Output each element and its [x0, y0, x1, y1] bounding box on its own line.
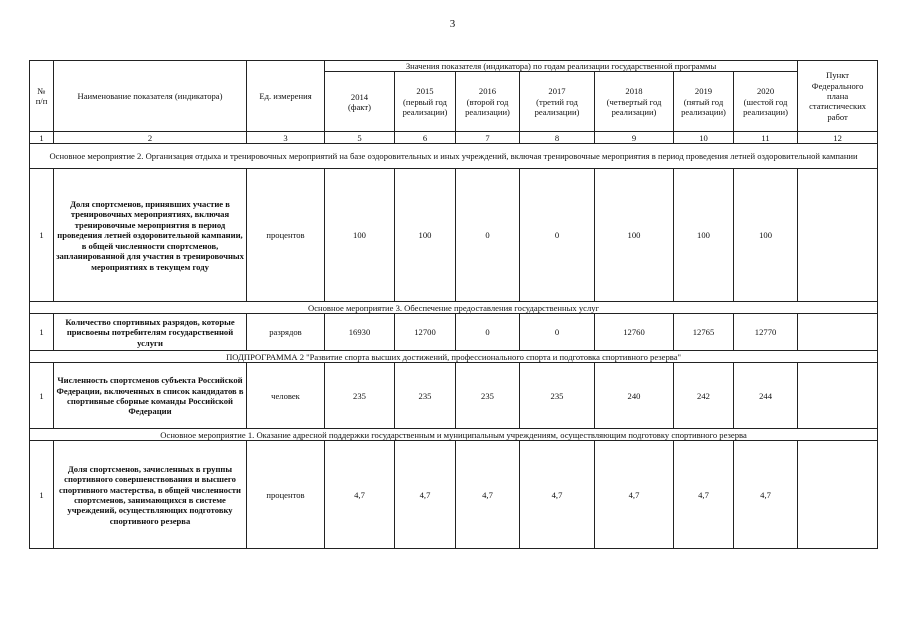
value-cell: 235 — [325, 363, 395, 429]
value-cell: 12760 — [595, 314, 674, 351]
column-number: 6 — [395, 132, 456, 144]
fed-plan-cell — [798, 363, 878, 429]
value-cell: 240 — [595, 363, 674, 429]
section-title: Основное мероприятие 3. Обеспечение предоставления государственных услуг — [30, 302, 878, 314]
header-fed-plan: Пункт Федерального плана статистических работ — [798, 61, 878, 132]
value-cell: 0 — [456, 169, 520, 302]
value-cell: 235 — [520, 363, 595, 429]
indicator-name: Количество спортивных разрядов, которые присвоены потребителям государственной услуги — [54, 314, 247, 351]
page-number: 3 — [449, 18, 456, 30]
table-header — [30, 61, 878, 132]
header-year: 2018 (четвертый год реализации) — [595, 72, 674, 132]
column-number: 10 — [674, 132, 734, 144]
value-cell: 100 — [325, 169, 395, 302]
value-cell: 4,7 — [456, 441, 520, 549]
indicator-name: Доля спортсменов, принявших участие в тренировочных мероприятиях, включая тренировочные мероприятия в период проведения летней оздоровительной кампании, в общей численности спортсменов, запланированной для участия в тренировочных мероприятиях в текущем году — [54, 169, 247, 302]
column-number: 1 — [30, 132, 54, 144]
indicator-unit: разрядов — [247, 314, 325, 351]
value-cell: 100 — [595, 169, 674, 302]
column-number: 9 — [595, 132, 674, 144]
fed-plan-cell — [798, 169, 878, 302]
row-no: 1 — [30, 314, 54, 351]
header-year: 2017 (третий год реализации) — [520, 72, 595, 132]
value-cell: 100 — [674, 169, 734, 302]
header-name: Наименование показателя (индикатора) — [54, 61, 247, 132]
header-values-group: Значения показателя (индикатора) по годам реализации государственной программы — [325, 61, 798, 72]
section-row — [30, 429, 878, 441]
row-no: 1 — [30, 441, 54, 549]
section-row — [30, 302, 878, 314]
indicator-name: Доля спортсменов, зачисленных в группы спортивного совершенствования и высшего спортивного мастерства, в общей численности спортсменов, занимающихся в системе учреждений, осуществляющих подготовку спортивного резерва — [54, 441, 247, 549]
table-row — [30, 169, 878, 302]
table-row — [30, 314, 878, 351]
header-year: 2014 (факт) — [325, 72, 395, 132]
column-numbers-row — [30, 132, 878, 144]
header-no: № п/п — [30, 61, 54, 132]
fed-plan-cell — [798, 441, 878, 549]
indicators-table — [29, 60, 878, 549]
indicator-unit: человек — [247, 363, 325, 429]
value-cell: 0 — [456, 314, 520, 351]
value-cell: 16930 — [325, 314, 395, 351]
header-year: 2016 (второй год реализации) — [456, 72, 520, 132]
value-cell: 100 — [395, 169, 456, 302]
section-row — [30, 144, 878, 169]
value-cell: 0 — [520, 169, 595, 302]
header-year: 2015 (первый год реализации) — [395, 72, 456, 132]
header-year: 2020 (шестой год реализации) — [734, 72, 798, 132]
value-cell: 235 — [395, 363, 456, 429]
table-row — [30, 441, 878, 549]
indicator-unit: процентов — [247, 441, 325, 549]
value-cell: 12770 — [734, 314, 798, 351]
column-number: 11 — [734, 132, 798, 144]
value-cell: 0 — [520, 314, 595, 351]
section-title: Основное мероприятие 1. Оказание адресной поддержки государственным и муниципальным учреждениям, осуществляющим подготовку спортивного резерва — [30, 429, 878, 441]
section-row — [30, 351, 878, 363]
row-no: 1 — [30, 169, 54, 302]
column-number: 3 — [247, 132, 325, 144]
section-title: Основное мероприятие 2. Организация отдыха и тренировочных мероприятий на базе оздоровительных и иных учреждений, включая тренировочные мероприятия в период проведения летней оздоровительной кампании — [30, 144, 878, 169]
column-number: 2 — [54, 132, 247, 144]
value-cell: 4,7 — [734, 441, 798, 549]
indicator-name: Численность спортсменов субъекта Российской Федерации, включенных в список кандидатов в спортивные сборные команды Российской Федерации — [54, 363, 247, 429]
value-cell: 12700 — [395, 314, 456, 351]
column-number: 5 — [325, 132, 395, 144]
value-cell: 235 — [456, 363, 520, 429]
section-title: ПОДПРОГРАММА 2 "Развитие спорта высших достижений, профессионального спорта и подготовка спортивного резерва" — [30, 351, 878, 363]
row-no: 1 — [30, 363, 54, 429]
column-number: 12 — [798, 132, 878, 144]
header-unit: Ед. измерения — [247, 61, 325, 132]
value-cell: 4,7 — [395, 441, 456, 549]
value-cell: 4,7 — [674, 441, 734, 549]
value-cell: 4,7 — [520, 441, 595, 549]
indicator-unit: процентов — [247, 169, 325, 302]
header-year: 2019 (пятый год реализации) — [674, 72, 734, 132]
fed-plan-cell — [798, 314, 878, 351]
column-number: 7 — [456, 132, 520, 144]
value-cell: 12765 — [674, 314, 734, 351]
value-cell: 4,7 — [595, 441, 674, 549]
value-cell: 242 — [674, 363, 734, 429]
column-number: 8 — [520, 132, 595, 144]
value-cell: 244 — [734, 363, 798, 429]
value-cell: 4,7 — [325, 441, 395, 549]
table-row — [30, 363, 878, 429]
value-cell: 100 — [734, 169, 798, 302]
